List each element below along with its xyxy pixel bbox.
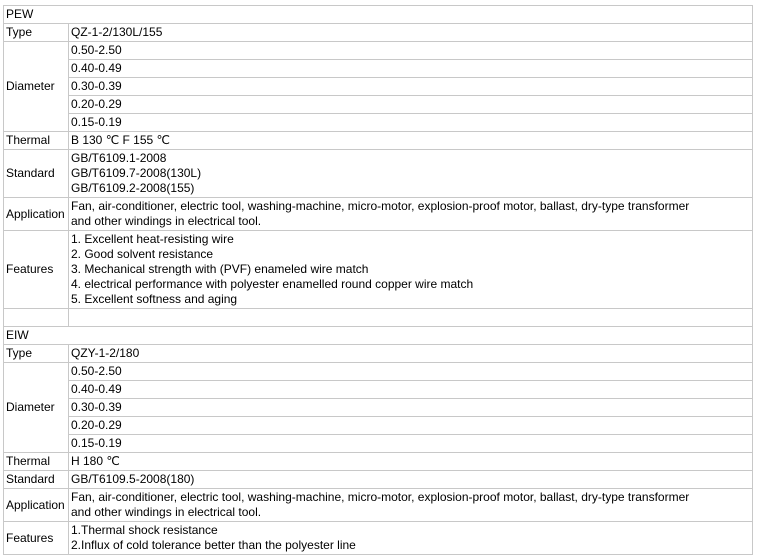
thermal-label: Thermal (4, 132, 69, 150)
diameter-label: Diameter (4, 42, 69, 132)
application-line: and other windings in electrical tool. (71, 214, 262, 228)
type-label: Type (4, 24, 69, 42)
features-row (4, 231, 753, 309)
type-value: QZ-1-2/130L/155 (69, 24, 753, 42)
standard-row (4, 150, 753, 198)
diameter-row (4, 42, 753, 60)
diameter-value: 0.20-0.29 (69, 96, 753, 114)
feature-item: 1.Thermal shock resistance (71, 523, 218, 537)
diameter-value: 0.15-0.19 (69, 114, 753, 132)
features-row (4, 522, 753, 555)
diameter-row (4, 381, 753, 399)
application-row (4, 198, 753, 231)
wire-spec-table (3, 5, 753, 555)
type-label: Type (4, 345, 69, 363)
section-header-pew: PEW (4, 6, 753, 24)
thermal-value: H 180 ℃ (69, 453, 753, 471)
features-label: Features (4, 522, 69, 555)
diameter-label: Diameter (4, 363, 69, 453)
thermal-row (4, 132, 753, 150)
feature-item: 4. electrical performance with polyester enamelled round copper wire match (71, 277, 474, 291)
empty-cell (69, 309, 753, 327)
standard-value: GB/T6109.2-2008(155) (71, 181, 195, 195)
standard-value: GB/T6109.1-2008 (71, 151, 167, 165)
standard-value: GB/T6109.5-2008(180) (69, 471, 753, 489)
diameter-value: 0.15-0.19 (69, 435, 753, 453)
diameter-row (4, 435, 753, 453)
feature-item: 1. Excellent heat-resisting wire (71, 232, 234, 246)
section-header-row (4, 6, 753, 24)
section-header-row (4, 327, 753, 345)
diameter-value: 0.30-0.39 (69, 78, 753, 96)
diameter-value: 0.30-0.39 (69, 399, 753, 417)
spacer-row (4, 309, 753, 327)
feature-item: 2. Good solvent resistance (71, 247, 214, 261)
diameter-value: 0.20-0.29 (69, 417, 753, 435)
diameter-row (4, 78, 753, 96)
features-list (69, 522, 753, 555)
feature-item: 2.Influx of cold tolerance better than the polyester line (71, 538, 356, 552)
thermal-row (4, 453, 753, 471)
thermal-label: Thermal (4, 453, 69, 471)
section-header-eiw: EIW (4, 327, 753, 345)
type-value: QZY-1-2/180 (69, 345, 753, 363)
diameter-value: 0.40-0.49 (69, 381, 753, 399)
application-value (69, 198, 753, 231)
application-row (4, 489, 753, 522)
empty-cell (4, 309, 69, 327)
application-label: Application (4, 198, 69, 231)
diameter-row (4, 114, 753, 132)
features-label: Features (4, 231, 69, 309)
application-line: Fan, air-conditioner, electric tool, washing-machine, micro-motor, explosion-proof motor, ballast, dry-type transformer (71, 199, 690, 213)
diameter-row (4, 399, 753, 417)
application-line: Fan, air-conditioner, electric tool, washing-machine, micro-motor, explosion-proof motor, ballast, dry-type transformer (71, 490, 690, 504)
standard-label: Standard (4, 471, 69, 489)
standard-label: Standard (4, 150, 69, 198)
diameter-row (4, 363, 753, 381)
type-row (4, 24, 753, 42)
diameter-value: 0.50-2.50 (69, 42, 753, 60)
standard-values (69, 150, 753, 198)
diameter-value: 0.50-2.50 (69, 363, 753, 381)
diameter-row (4, 417, 753, 435)
standard-value: GB/T6109.7-2008(130L) (71, 166, 202, 180)
standard-row (4, 471, 753, 489)
thermal-value: B 130 ℃ F 155 ℃ (69, 132, 753, 150)
feature-item: 5. Excellent softness and aging (71, 292, 238, 306)
features-list (69, 231, 753, 309)
type-row (4, 345, 753, 363)
application-label: Application (4, 489, 69, 522)
application-line: and other windings in electrical tool. (71, 505, 262, 519)
diameter-value: 0.40-0.49 (69, 60, 753, 78)
diameter-row (4, 96, 753, 114)
diameter-row (4, 60, 753, 78)
application-value (69, 489, 753, 522)
feature-item: 3. Mechanical strength with (PVF) enameled wire match (71, 262, 369, 276)
